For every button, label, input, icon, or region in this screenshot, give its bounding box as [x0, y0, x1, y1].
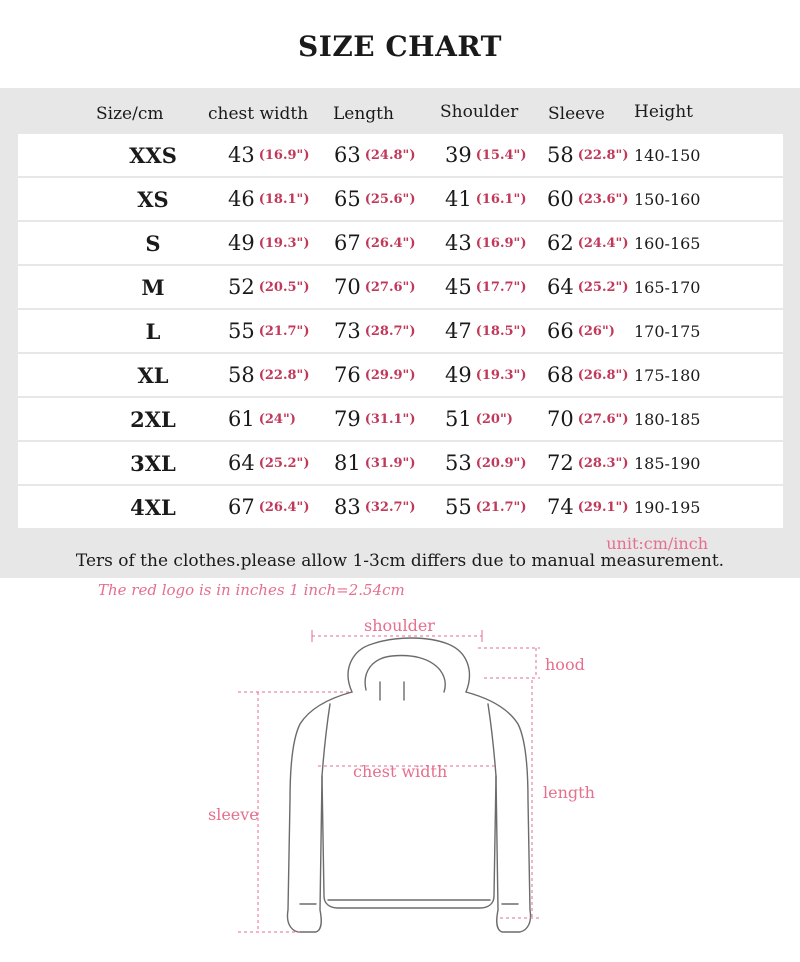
header-shoulder: Shoulder: [440, 102, 519, 122]
cell-sleeve: [547, 486, 628, 528]
table-row: [18, 442, 783, 484]
shoulder-value: 55: [445, 495, 472, 519]
sleeve-value: 72: [547, 451, 574, 475]
length-value: 81: [334, 451, 361, 475]
cell-shoulder: [445, 354, 526, 396]
cell-length: [334, 134, 415, 176]
shoulder-inch-value: (20.9"): [475, 455, 527, 471]
cell-shoulder: [445, 398, 513, 440]
size-value: XS: [137, 186, 169, 212]
diagram-hood-label: hood: [545, 655, 585, 674]
chest-value: 67: [228, 495, 255, 519]
height-value: 160-165: [634, 233, 701, 253]
sleeve-inch-value: (26"): [577, 323, 615, 339]
cell-shoulder: [445, 266, 526, 308]
shoulder-inch-value: (18.5"): [475, 323, 527, 339]
cell-sleeve: [547, 266, 628, 308]
chest-inch-value: (22.8"): [258, 367, 310, 383]
cell-height: [634, 134, 700, 176]
shoulder-value: 51: [445, 407, 472, 431]
chest-inch-value: (26.4"): [258, 499, 310, 515]
sleeve-inch-value: (27.6"): [577, 411, 629, 427]
length-inch-value: (31.1"): [364, 411, 416, 427]
shoulder-value: 53: [445, 451, 472, 475]
sleeve-inch-value: (23.6"): [577, 191, 629, 207]
height-value: 140-150: [634, 145, 701, 165]
sleeve-inch-value: (29.1"): [577, 499, 629, 515]
table-row: [18, 354, 783, 396]
chest-inch-value: (24"): [258, 411, 296, 427]
cell-chest: [228, 266, 309, 308]
cell-size: [78, 442, 228, 484]
length-value: 79: [334, 407, 361, 431]
diagram-sleeve-label: sleeve: [208, 805, 259, 824]
cell-length: [334, 266, 415, 308]
cell-shoulder: [445, 134, 526, 176]
cell-height: [634, 442, 700, 484]
cell-chest: [228, 222, 309, 264]
cell-sleeve: [547, 354, 628, 396]
length-inch-value: (24.8"): [364, 147, 416, 163]
length-value: 76: [334, 363, 361, 387]
shoulder-inch-value: (19.3"): [475, 367, 527, 383]
chest-value: 61: [228, 407, 255, 431]
cell-length: [334, 486, 415, 528]
chest-value: 52: [228, 275, 255, 299]
cell-chest: [228, 398, 296, 440]
table-row: [18, 222, 783, 264]
chest-value: 64: [228, 451, 255, 475]
length-value: 65: [334, 187, 361, 211]
shoulder-value: 43: [445, 231, 472, 255]
sleeve-value: 58: [547, 143, 574, 167]
hoodie-outline-icon: [0, 600, 800, 962]
chest-inch-value: (20.5"): [258, 279, 310, 295]
sleeve-value: 64: [547, 275, 574, 299]
header-chest: chest width: [208, 104, 309, 124]
cell-shoulder: [445, 310, 526, 352]
length-value: 83: [334, 495, 361, 519]
height-value: 180-185: [634, 409, 701, 429]
table-row: [18, 310, 783, 352]
sleeve-value: 70: [547, 407, 574, 431]
length-value: 70: [334, 275, 361, 299]
cell-sleeve: [547, 442, 628, 484]
diagram-chest-label: chest width: [353, 762, 448, 781]
diagram-length-label: length: [543, 783, 595, 802]
cell-chest: [228, 178, 309, 220]
length-value: 73: [334, 319, 361, 343]
sleeve-value: 74: [547, 495, 574, 519]
cell-height: [634, 486, 700, 528]
length-value: 67: [334, 231, 361, 255]
chest-value: 58: [228, 363, 255, 387]
chest-inch-value: (19.3"): [258, 235, 310, 251]
cell-length: [334, 178, 415, 220]
cell-size: [78, 486, 228, 528]
table-row: [18, 486, 783, 528]
length-inch-value: (26.4"): [364, 235, 416, 251]
chest-value: 43: [228, 143, 255, 167]
cell-length: [334, 222, 415, 264]
size-value: L: [145, 318, 161, 344]
length-inch-value: (32.7"): [364, 499, 416, 515]
cell-height: [634, 222, 700, 264]
length-inch-value: (31.9"): [364, 455, 416, 471]
cell-height: [634, 354, 700, 396]
table-row: [18, 266, 783, 308]
chest-inch-value: (18.1"): [258, 191, 310, 207]
cell-length: [334, 354, 415, 396]
height-value: 170-175: [634, 321, 701, 341]
header-height: Height: [634, 102, 693, 122]
cell-size: [78, 266, 228, 308]
cell-chest: [228, 134, 309, 176]
cell-size: [78, 310, 228, 352]
cell-shoulder: [445, 222, 526, 264]
cell-length: [334, 310, 415, 352]
length-value: 63: [334, 143, 361, 167]
sleeve-inch-value: (26.8"): [577, 367, 629, 383]
measurement-note: Ters of the clothes.please allow 1-3cm differs due to manual measurement.: [75, 551, 725, 571]
sleeve-value: 68: [547, 363, 574, 387]
length-inch-value: (27.6"): [364, 279, 416, 295]
shoulder-inch-value: (17.7"): [475, 279, 527, 295]
cell-length: [334, 398, 415, 440]
sleeve-inch-value: (24.4"): [577, 235, 629, 251]
size-value: 4XL: [130, 494, 176, 520]
shoulder-inch-value: (15.4"): [475, 147, 527, 163]
sleeve-value: 66: [547, 319, 574, 343]
size-value: M: [141, 274, 165, 300]
chest-inch-value: (21.7"): [258, 323, 310, 339]
size-value: 2XL: [130, 406, 176, 432]
shoulder-value: 41: [445, 187, 472, 211]
header-length: Length: [333, 104, 394, 124]
cell-shoulder: [445, 178, 526, 220]
unit-label: unit:cm/inch: [606, 534, 708, 553]
shoulder-inch-value: (16.9"): [475, 235, 527, 251]
height-value: 150-160: [634, 189, 701, 209]
table-row: [18, 398, 783, 440]
cell-sleeve: [547, 310, 615, 352]
cell-sleeve: [547, 398, 628, 440]
cell-size: [78, 398, 228, 440]
header-sleeve: Sleeve: [548, 104, 605, 124]
length-inch-value: (28.7"): [364, 323, 416, 339]
chest-value: 55: [228, 319, 255, 343]
diagram-shoulder-label: shoulder: [364, 616, 435, 635]
inches-note: The red logo is in inches 1 inch=2.54cm: [98, 581, 405, 599]
height-value: 185-190: [634, 453, 701, 473]
cell-height: [634, 398, 700, 440]
height-value: 165-170: [634, 277, 701, 297]
cell-size: [78, 222, 228, 264]
shoulder-inch-value: (16.1"): [475, 191, 527, 207]
cell-sleeve: [547, 222, 628, 264]
header-size: Size/cm: [96, 104, 164, 124]
cell-chest: [228, 486, 309, 528]
cell-chest: [228, 310, 309, 352]
table-row: [18, 178, 783, 220]
chest-value: 46: [228, 187, 255, 211]
height-value: 175-180: [634, 365, 701, 385]
size-value: XXS: [129, 142, 177, 168]
page-title: SIZE CHART: [298, 30, 502, 63]
cell-size: [78, 354, 228, 396]
sleeve-value: 60: [547, 187, 574, 211]
cell-height: [634, 266, 700, 308]
cell-size: [78, 178, 228, 220]
cell-sleeve: [547, 178, 628, 220]
cell-shoulder: [445, 442, 526, 484]
cell-height: [634, 310, 700, 352]
sleeve-inch-value: (25.2"): [577, 279, 629, 295]
sleeve-value: 62: [547, 231, 574, 255]
shoulder-value: 49: [445, 363, 472, 387]
shoulder-inch-value: (20"): [475, 411, 513, 427]
shoulder-value: 45: [445, 275, 472, 299]
table-row: [18, 134, 783, 176]
size-value: S: [145, 230, 161, 256]
chest-inch-value: (16.9"): [258, 147, 310, 163]
sleeve-inch-value: (28.3"): [577, 455, 629, 471]
size-value: 3XL: [130, 450, 176, 476]
cell-chest: [228, 354, 309, 396]
shoulder-value: 47: [445, 319, 472, 343]
length-inch-value: (29.9"): [364, 367, 416, 383]
chest-value: 49: [228, 231, 255, 255]
height-value: 190-195: [634, 497, 701, 517]
cell-size: [78, 134, 228, 176]
cell-shoulder: [445, 486, 526, 528]
sleeve-inch-value: (22.8"): [577, 147, 629, 163]
cell-sleeve: [547, 134, 628, 176]
shoulder-value: 39: [445, 143, 472, 167]
cell-height: [634, 178, 700, 220]
size-value: XL: [137, 362, 169, 388]
length-inch-value: (25.6"): [364, 191, 416, 207]
cell-chest: [228, 442, 309, 484]
cell-length: [334, 442, 415, 484]
shoulder-inch-value: (21.7"): [475, 499, 527, 515]
chest-inch-value: (25.2"): [258, 455, 310, 471]
